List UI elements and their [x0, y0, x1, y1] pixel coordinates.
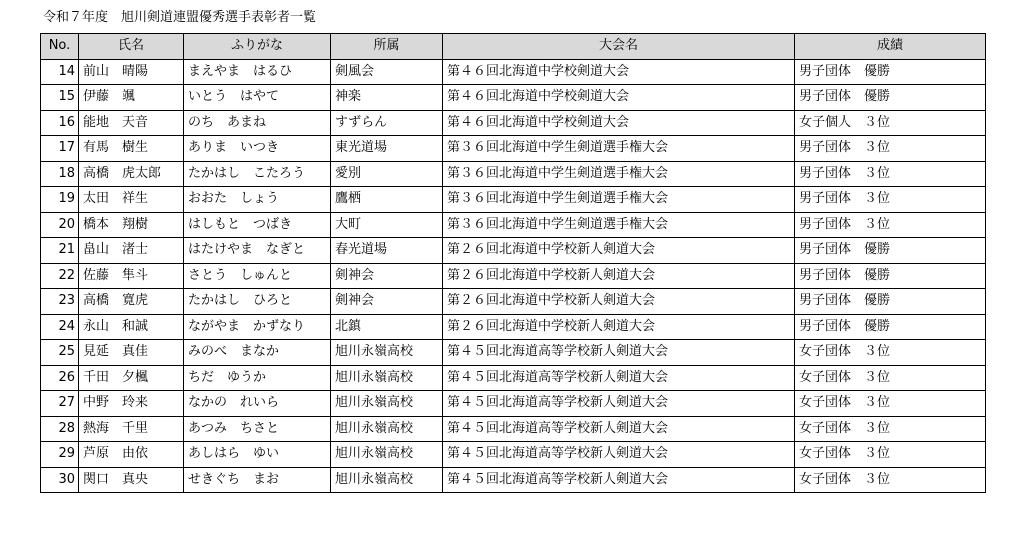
table-row	[41, 238, 986, 264]
cell-name: 前山 晴陽	[79, 59, 184, 85]
cell-furigana: さとう しゅんと	[184, 263, 331, 289]
cell-result: 女子個人 ３位	[795, 110, 986, 136]
cell-name: 千田 夕楓	[79, 365, 184, 391]
table-row	[41, 391, 986, 417]
table-row	[41, 314, 986, 340]
table-row	[41, 110, 986, 136]
cell-tournament: 第４５回北海道高等学校新人剣道大会	[443, 467, 795, 493]
cell-name: 佐藤 隼斗	[79, 263, 184, 289]
cell-affiliation: 旭川永嶺高校	[331, 340, 443, 366]
cell-tournament: 第３６回北海道中学生剣道選手権大会	[443, 212, 795, 238]
cell-furigana: はしもと つばき	[184, 212, 331, 238]
cell-no: 24	[41, 314, 79, 340]
cell-name: 太田 祥生	[79, 187, 184, 213]
cell-no: 26	[41, 365, 79, 391]
cell-furigana: まえやま はるひ	[184, 59, 331, 85]
cell-tournament: 第４５回北海道高等学校新人剣道大会	[443, 442, 795, 468]
cell-tournament: 第４６回北海道中学校剣道大会	[443, 110, 795, 136]
table-row	[41, 467, 986, 493]
column-header-no: No.	[41, 34, 79, 60]
table-row	[41, 365, 986, 391]
cell-furigana: はたけやま なぎと	[184, 238, 331, 264]
cell-result: 男子団体 優勝	[795, 263, 986, 289]
cell-name: 芦原 由依	[79, 442, 184, 468]
cell-name: 能地 天音	[79, 110, 184, 136]
cell-affiliation: 東光道場	[331, 136, 443, 162]
cell-no: 18	[41, 161, 79, 187]
column-header-affiliation: 所属	[331, 34, 443, 60]
page-title: 令和７年度 旭川剣道連盟優秀選手表彰者一覧	[43, 10, 317, 25]
cell-result: 男子団体 優勝	[795, 85, 986, 111]
cell-furigana: ありま いつき	[184, 136, 331, 162]
cell-result: 女子団体 ３位	[795, 391, 986, 417]
cell-result: 男子団体 優勝	[795, 238, 986, 264]
cell-name: 有馬 樹生	[79, 136, 184, 162]
cell-affiliation: 旭川永嶺高校	[331, 467, 443, 493]
cell-tournament: 第４５回北海道高等学校新人剣道大会	[443, 340, 795, 366]
cell-tournament: 第２６回北海道中学校新人剣道大会	[443, 263, 795, 289]
cell-furigana: せきぐち まお	[184, 467, 331, 493]
cell-tournament: 第４５回北海道高等学校新人剣道大会	[443, 365, 795, 391]
cell-furigana: ちだ ゆうか	[184, 365, 331, 391]
table-row	[41, 187, 986, 213]
cell-name: 橋本 翔樹	[79, 212, 184, 238]
cell-affiliation: 剣風会	[331, 59, 443, 85]
cell-no: 16	[41, 110, 79, 136]
cell-no: 14	[41, 59, 79, 85]
table-header	[41, 34, 986, 60]
cell-furigana: あしはら ゆい	[184, 442, 331, 468]
cell-furigana: たかはし こたろう	[184, 161, 331, 187]
cell-affiliation: 神楽	[331, 85, 443, 111]
cell-tournament: 第３６回北海道中学生剣道選手権大会	[443, 136, 795, 162]
cell-furigana: たかはし ひろと	[184, 289, 331, 315]
table-row	[41, 212, 986, 238]
cell-result: 男子団体 優勝	[795, 314, 986, 340]
column-header-tournament: 大会名	[443, 34, 795, 60]
cell-result: 男子団体 ３位	[795, 212, 986, 238]
cell-furigana: ながやま かずなり	[184, 314, 331, 340]
column-header-result: 成績	[795, 34, 986, 60]
cell-result: 男子団体 優勝	[795, 59, 986, 85]
cell-no: 15	[41, 85, 79, 111]
cell-name: 関口 真央	[79, 467, 184, 493]
cell-name: 熱海 千里	[79, 416, 184, 442]
cell-tournament: 第４５回北海道高等学校新人剣道大会	[443, 416, 795, 442]
cell-name: 中野 玲来	[79, 391, 184, 417]
cell-affiliation: 旭川永嶺高校	[331, 416, 443, 442]
cell-result: 男子団体 ３位	[795, 187, 986, 213]
cell-result: 女子団体 ３位	[795, 467, 986, 493]
cell-furigana: なかの れいら	[184, 391, 331, 417]
cell-no: 28	[41, 416, 79, 442]
cell-no: 27	[41, 391, 79, 417]
cell-result: 男子団体 ３位	[795, 161, 986, 187]
table-row	[41, 161, 986, 187]
cell-result: 男子団体 優勝	[795, 289, 986, 315]
table-row	[41, 85, 986, 111]
cell-affiliation: 旭川永嶺高校	[331, 442, 443, 468]
cell-result: 女子団体 ３位	[795, 442, 986, 468]
cell-name: 畠山 渚士	[79, 238, 184, 264]
cell-furigana: いとう はやて	[184, 85, 331, 111]
cell-affiliation: 鷹栖	[331, 187, 443, 213]
cell-result: 女子団体 ３位	[795, 340, 986, 366]
table-row	[41, 340, 986, 366]
cell-no: 25	[41, 340, 79, 366]
cell-no: 29	[41, 442, 79, 468]
cell-affiliation: 剣神会	[331, 263, 443, 289]
header-row	[41, 34, 986, 60]
column-header-name: 氏名	[79, 34, 184, 60]
column-header-furigana: ふりがな	[184, 34, 331, 60]
cell-affiliation: 北鎮	[331, 314, 443, 340]
cell-furigana: おおた しょう	[184, 187, 331, 213]
cell-furigana: あつみ ちさと	[184, 416, 331, 442]
cell-affiliation: 旭川永嶺高校	[331, 365, 443, 391]
table-row	[41, 136, 986, 162]
cell-furigana: のち あまね	[184, 110, 331, 136]
cell-tournament: 第３６回北海道中学生剣道選手権大会	[443, 187, 795, 213]
cell-affiliation: すずらん	[331, 110, 443, 136]
cell-affiliation: 大町	[331, 212, 443, 238]
table-row	[41, 59, 986, 85]
cell-furigana: みのべ まなか	[184, 340, 331, 366]
cell-no: 20	[41, 212, 79, 238]
table-row	[41, 442, 986, 468]
cell-name: 高橋 虎太郎	[79, 161, 184, 187]
cell-no: 17	[41, 136, 79, 162]
cell-tournament: 第２６回北海道中学校新人剣道大会	[443, 314, 795, 340]
table-row	[41, 416, 986, 442]
awards-table	[40, 33, 986, 493]
table-row	[41, 263, 986, 289]
cell-name: 永山 和誠	[79, 314, 184, 340]
cell-affiliation: 愛別	[331, 161, 443, 187]
cell-result: 女子団体 ３位	[795, 365, 986, 391]
cell-affiliation: 春光道場	[331, 238, 443, 264]
cell-no: 30	[41, 467, 79, 493]
cell-no: 22	[41, 263, 79, 289]
cell-no: 19	[41, 187, 79, 213]
cell-affiliation: 旭川永嶺高校	[331, 391, 443, 417]
cell-result: 男子団体 ３位	[795, 136, 986, 162]
cell-affiliation: 剣神会	[331, 289, 443, 315]
cell-result: 女子団体 ３位	[795, 416, 986, 442]
cell-name: 高橋 寛虎	[79, 289, 184, 315]
cell-tournament: 第４６回北海道中学校剣道大会	[443, 59, 795, 85]
cell-tournament: 第２６回北海道中学校新人剣道大会	[443, 289, 795, 315]
cell-name: 伊藤 颯	[79, 85, 184, 111]
cell-no: 23	[41, 289, 79, 315]
cell-name: 見延 真佳	[79, 340, 184, 366]
table-row	[41, 289, 986, 315]
cell-tournament: 第４６回北海道中学校剣道大会	[443, 85, 795, 111]
cell-tournament: 第４５回北海道高等学校新人剣道大会	[443, 391, 795, 417]
cell-tournament: 第２６回北海道中学校新人剣道大会	[443, 238, 795, 264]
cell-tournament: 第３６回北海道中学生剣道選手権大会	[443, 161, 795, 187]
table-body	[41, 59, 986, 493]
cell-no: 21	[41, 238, 79, 264]
